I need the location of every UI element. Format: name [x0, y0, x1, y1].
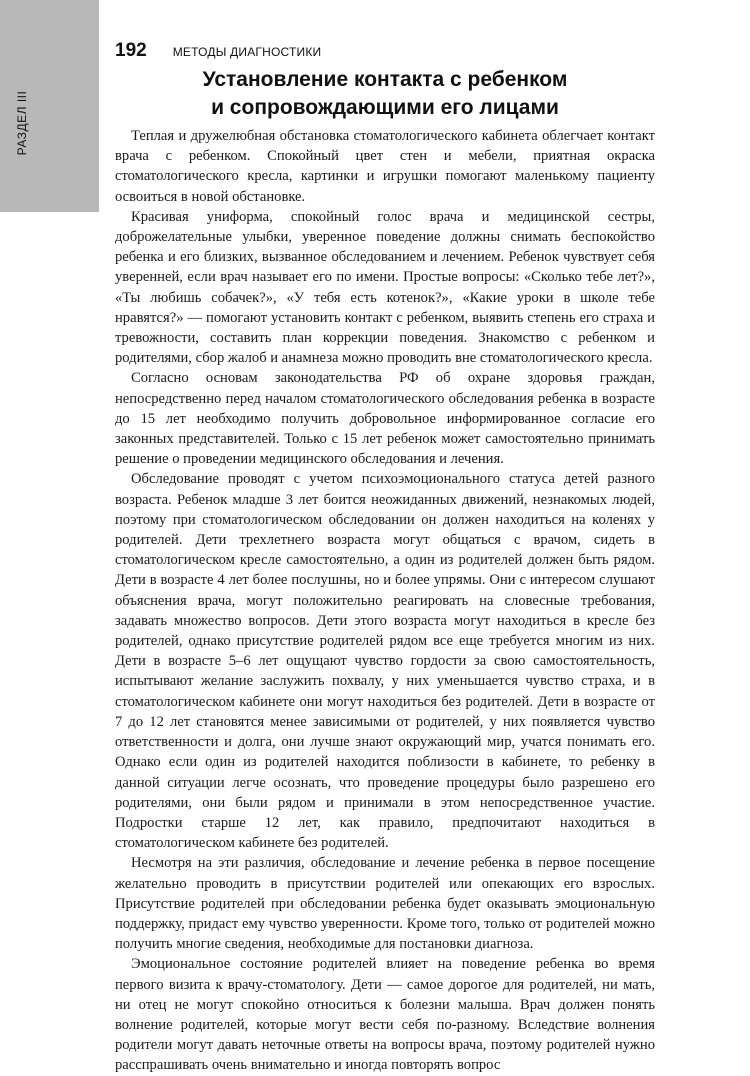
section-side-tab: [0, 0, 99, 212]
body-text: [115, 126, 655, 1076]
section-title-line-1: Установление контакта с ребенком: [202, 68, 568, 91]
section-label: РАЗДЕЛ III: [15, 90, 29, 156]
running-head: МЕТОДЫ ДИАГНОСТИКИ: [172, 45, 322, 59]
paragraph: Эмоциональное состояние родителей влияет на поведение ребенка во время первого визита к врачу-стоматологу. Дети — самое дорогое для родителей, ни мать, ни отец не могут спокойно относиться к болезни малыша. Врач должен понять волнение родителей, которые могут вести себя по-разному. Вследствие волнения родители могут давать неточные ответы на вопросы врача, поэтому родителей нужно расспрашивать очень внимательно и иногда повторять вопрос: [115, 956, 655, 1074]
section-title: [115, 66, 655, 122]
section-title-line-2: и сопровождающими его лицами: [211, 96, 559, 119]
paragraph: Теплая и дружелюбная обстановка стоматологического кабинета облегчает контакт врача с ребенком. Спокойный цвет стен и мебели, приятная окраска стоматологического кресла, картинки и игрушки помогают маленькому пациенту освоиться в новой обстановке.: [115, 128, 655, 205]
paragraph: Несмотря на эти различия, обследование и лечение ребенка в первое посещение желательно проводить в присутствии родителей или опекающих его взрослых. Присутствие родителей при обследовании ребенка будет оказывать эмоциональную поддержку, придаст ему чувство уверенности. Кроме того, только от родителей можно получить многие сведения, необходимые для постановки диагноза.: [115, 855, 655, 953]
page-number: 192: [115, 40, 147, 61]
paragraph: Красивая униформа, спокойный голос врача и медицинской сестры, доброжелательные улыбки, уверенное поведение должны снимать беспокойство ребенка и его близких, вызванное обследованием и лечением. Ребенок чувствует себя уверенней, если врач называет его по имени. Простые вопросы: «Сколько тебе лет?», «Ты любишь собачек?», «У тебя есть котенок?», «Какие уроки в школе тебе нравятся?» — помогают установить контакт с ребенком, выявить степень его страха и тревожности, составить план коррекции поведения. Знакомство с ребенком и родителями, сбор жалоб и анамнеза можно проводить вне стоматологического кресла.: [115, 208, 655, 367]
paragraph: Обследование проводят с учетом психоэмоционального статуса детей разного возраста. Ребенок младше 3 лет боится неожиданных движений, незнакомых людей, поэтому при стоматологическом обследовании он должен находиться на коленях у родителей. Дети трехлетнего возраста могут общаться с врачом, сидеть в стоматологическом кресле самостоятельно, а один из родителей должен быть рядом. Дети в возрасте 4 лет более послушны, но и более упрямы. Они с интересом слушают объяснения врача, могут положительно реагировать на словесные требования, задавать множество вопросов. Дети этого возраста могут находиться в кресле без родителей, однако присутствие родителей рядом все еще требуется многим из них. Дети в возрасте 5–6 лет ощущают чувство гордости за свою самостоятельность, испытывают желание заслужить похвалу, у них уменьшается чувство страха, и в стоматологическом кабинете они могут находиться без родителей. Дети в возрасте от 7 до 12 лет становятся менее зависимыми от родителей, у них появляется чувство ответственности и долга, они лучше знают окружающий мир, учатся понимать его. Однако если один из родителей находится поблизости в кабинете, то ребенку в данной ситуации легче осознать, что проведение процедуры было разрешено его родителями, они были рядом и принимали в этом непосредственное участие. Подростки старше 12 лет, как правило, предпочитают находиться в стоматологическом кабинете без родителей.: [115, 471, 655, 852]
page-header: [115, 40, 321, 62]
paragraph: Согласно основам законодательства РФ об охране здоровья граждан, непосредственно перед началом стоматологического обследования ребенка в возрасте до 15 лет необходимо получить добровольное информированное согласие его законных представителей. Только с 15 лет ребенок может самостоятельно принимать решение о проведении медицинского обследования и лечения.: [115, 370, 655, 468]
